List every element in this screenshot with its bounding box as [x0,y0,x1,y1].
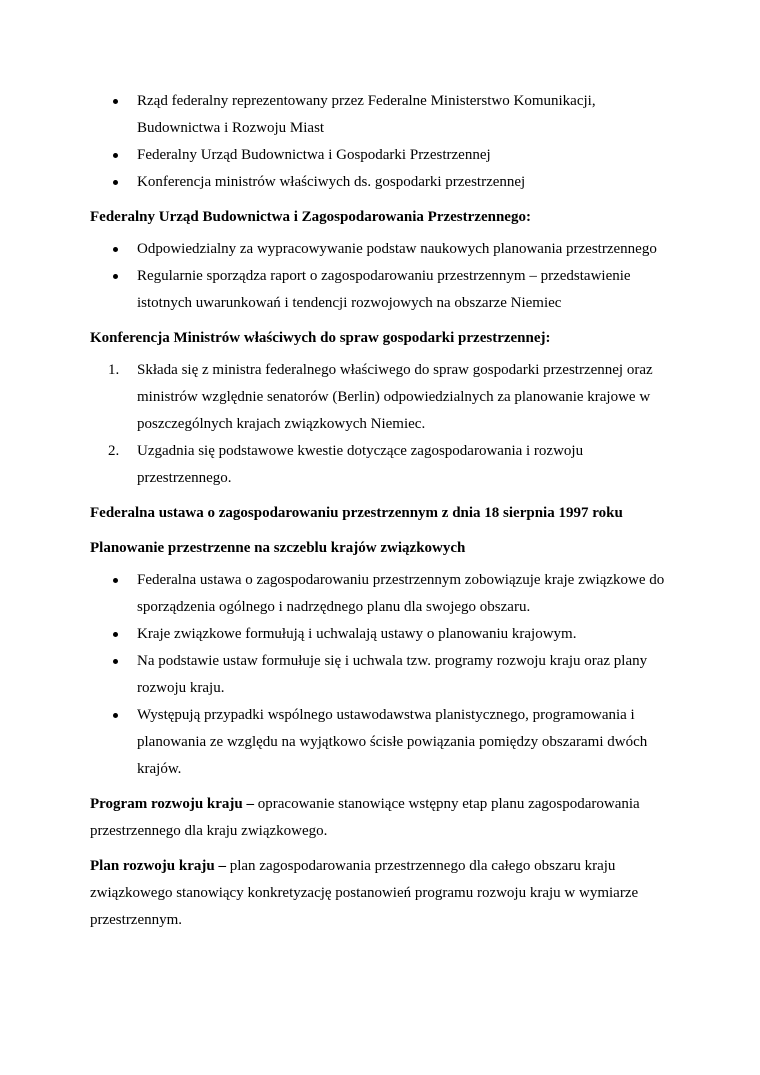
section-heading: Konferencja Ministrów właściwych do spraw gospodarki przestrzennej: [90,330,551,346]
list-item [90,567,680,621]
bullet-list-bodies [90,88,680,196]
list-number: 2. [108,443,120,459]
list-item [90,702,680,783]
list-item-text: Występują przypadki wspólnego ustawodawstwa planistycznego, programowania i planowania ze względu na wyjątkowo ścisłe powiązania pomiędzy obszarami dwóch krajów. [137,707,648,777]
list-item [90,357,680,438]
definition-text: opracowanie stanowiące wstępny etap planu zagospodarowania przestrzennego dla kraju związkowego. [90,796,640,839]
document-content [90,88,680,934]
bullet-list-kraje [90,567,680,783]
list-item [90,263,680,317]
list-item-text: Odpowiedzialny za wypracowywanie podstaw naukowych planowania przestrzennego [137,241,657,257]
list-item-text: Federalna ustawa o zagospodarowaniu przestrzennym zobowiązuje kraje związkowe do sporządzenia ogólnego i nadrzędnego planu dla swojego obszaru. [137,572,665,615]
list-item [90,142,680,169]
section-heading: Federalna ustawa o zagospodarowaniu przestrzennym z dnia 18 sierpnia 1997 roku [90,505,623,521]
definition-paragraph [90,791,680,845]
definition-text: plan zagospodarowania przestrzennego dla całego obszaru kraju związkowego stanowiący konkretyzację postanowień programu rozwoju kraju w wymiarze przestrzennym. [90,858,639,928]
list-item-text: Kraje związkowe formułują i uchwalają ustawy o planowaniu krajowym. [137,626,577,642]
definition-paragraph [90,853,680,934]
list-item [90,88,680,142]
list-item [90,648,680,702]
list-item-text: Regularnie sporządza raport o zagospodarowaniu przestrzennym – przedstawienie istotnych uwarunkowań i tendencji rozwojowych na obszarze Niemiec [137,268,631,311]
definition-term: Program rozwoju kraju – [90,796,255,812]
list-item-text: Uzgadnia się podstawowe kwestie dotyczące zagospodarowania i rozwoju przestrzennego. [137,443,584,486]
list-number: 1. [108,362,120,378]
bullet-list-urzad [90,236,680,317]
list-item [90,438,680,492]
list-item [90,621,680,648]
numbered-list-konferencja [90,357,680,492]
list-item-text: Konferencja ministrów właściwych ds. gospodarki przestrzennej [137,174,526,190]
section-heading: Planowanie przestrzenne na szczeblu krajów związkowych [90,540,466,556]
section-heading: Federalny Urząd Budownictwa i Zagospodarowania Przestrzennego: [90,209,531,225]
list-item [90,169,680,196]
list-item-text: Składa się z ministra federalnego właściwego do spraw gospodarki przestrzennej oraz ministrów względnie senatorów (Berlin) odpowiedzialnych za planowanie krajowe w poszczególnych krajach związkowych Niemiec. [137,362,653,432]
list-item-text: Rząd federalny reprezentowany przez Federalne Ministerstwo Komunikacji, Budownictwa i Rozwoju Miast [137,93,596,136]
list-item-text: Na podstawie ustaw formułuje się i uchwala tzw. programy rozwoju kraju oraz plany rozwoju kraju. [137,653,648,696]
list-item-text: Federalny Urząd Budownictwa i Gospodarki Przestrzennej [137,147,491,163]
list-item [90,236,680,263]
definition-term: Plan rozwoju kraju – [90,858,226,874]
